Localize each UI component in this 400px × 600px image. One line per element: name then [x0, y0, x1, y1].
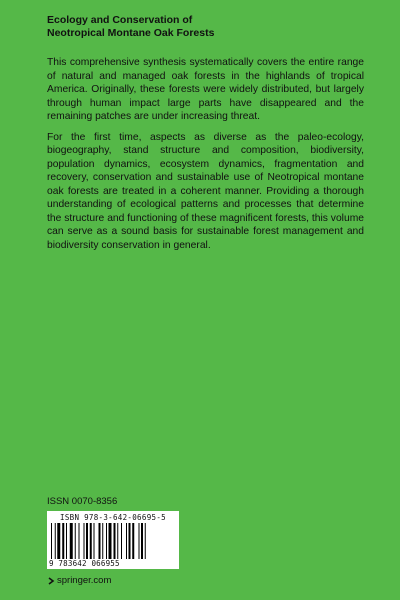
blurb-paragraph-1: This comprehensive synthesis systematically covers the entire range of natural and managed oak forests in the highlands of tropical America. Originally, these forests were widely distributed, but largely through human impact large parts have disappeared and the remaining patches are under increasing threat. — [47, 57, 364, 122]
barcode-bar — [139, 523, 140, 559]
barcode-bar — [86, 523, 88, 559]
book-title — [47, 14, 367, 40]
barcode-bar — [57, 523, 60, 559]
barcode-bar — [70, 523, 73, 559]
barcode-bar — [129, 523, 131, 559]
barcode-bar — [109, 523, 112, 559]
barcode-box — [47, 511, 179, 569]
barcode-bar — [84, 523, 85, 559]
publisher-url: springer.com — [57, 575, 112, 586]
chevron-right-icon — [47, 577, 55, 585]
blurb — [47, 56, 364, 259]
barcode-bar — [126, 523, 127, 559]
title-line-1: Ecology and Conservation of — [47, 14, 193, 26]
blurb-paragraph-2: For the first time, aspects as diverse as the paleo-ecology, biogeography, stand structure and composition, biodiversity, population dynamics, ecosystem dynamics, fragmentation and recovery, conservation and sustainable use of Neotropical montane oak forests are treated in a coherent manner. Providing a thorough understanding of ecological patterns and processes that determine the structure and functioning of these magnificent forests, this volume can serve as a sound basis for sustainable forest management and biodiversity conservation in general. — [47, 131, 364, 251]
barcode-bar — [90, 523, 92, 559]
barcode-bar — [79, 523, 80, 559]
barcode-bar — [117, 523, 118, 559]
barcode-bar — [145, 523, 146, 559]
barcode-bar — [102, 523, 103, 559]
barcode-bar — [75, 523, 76, 559]
barcode-icon — [51, 523, 175, 559]
barcode-bar — [121, 523, 122, 559]
barcode-digits: 9 783642 066955 — [49, 559, 120, 568]
barcode-bar — [62, 523, 64, 559]
barcode-bar — [114, 523, 116, 559]
barcode-bar — [55, 523, 56, 559]
publisher-link[interactable] — [47, 575, 111, 586]
barcode-bar — [106, 523, 107, 559]
barcode-bar — [141, 523, 143, 559]
barcode-bar — [66, 523, 67, 559]
title-line-2: Neotropical Montane Oak Forests — [47, 27, 215, 39]
issn-label: ISSN 0070-8356 — [47, 496, 118, 507]
barcode-bar — [51, 523, 52, 559]
barcode-bar — [132, 523, 134, 559]
barcode-bar — [94, 523, 95, 559]
barcode-bar — [99, 523, 101, 559]
isbn-label: ISBN 978-3-642-06695-5 — [60, 513, 166, 522]
